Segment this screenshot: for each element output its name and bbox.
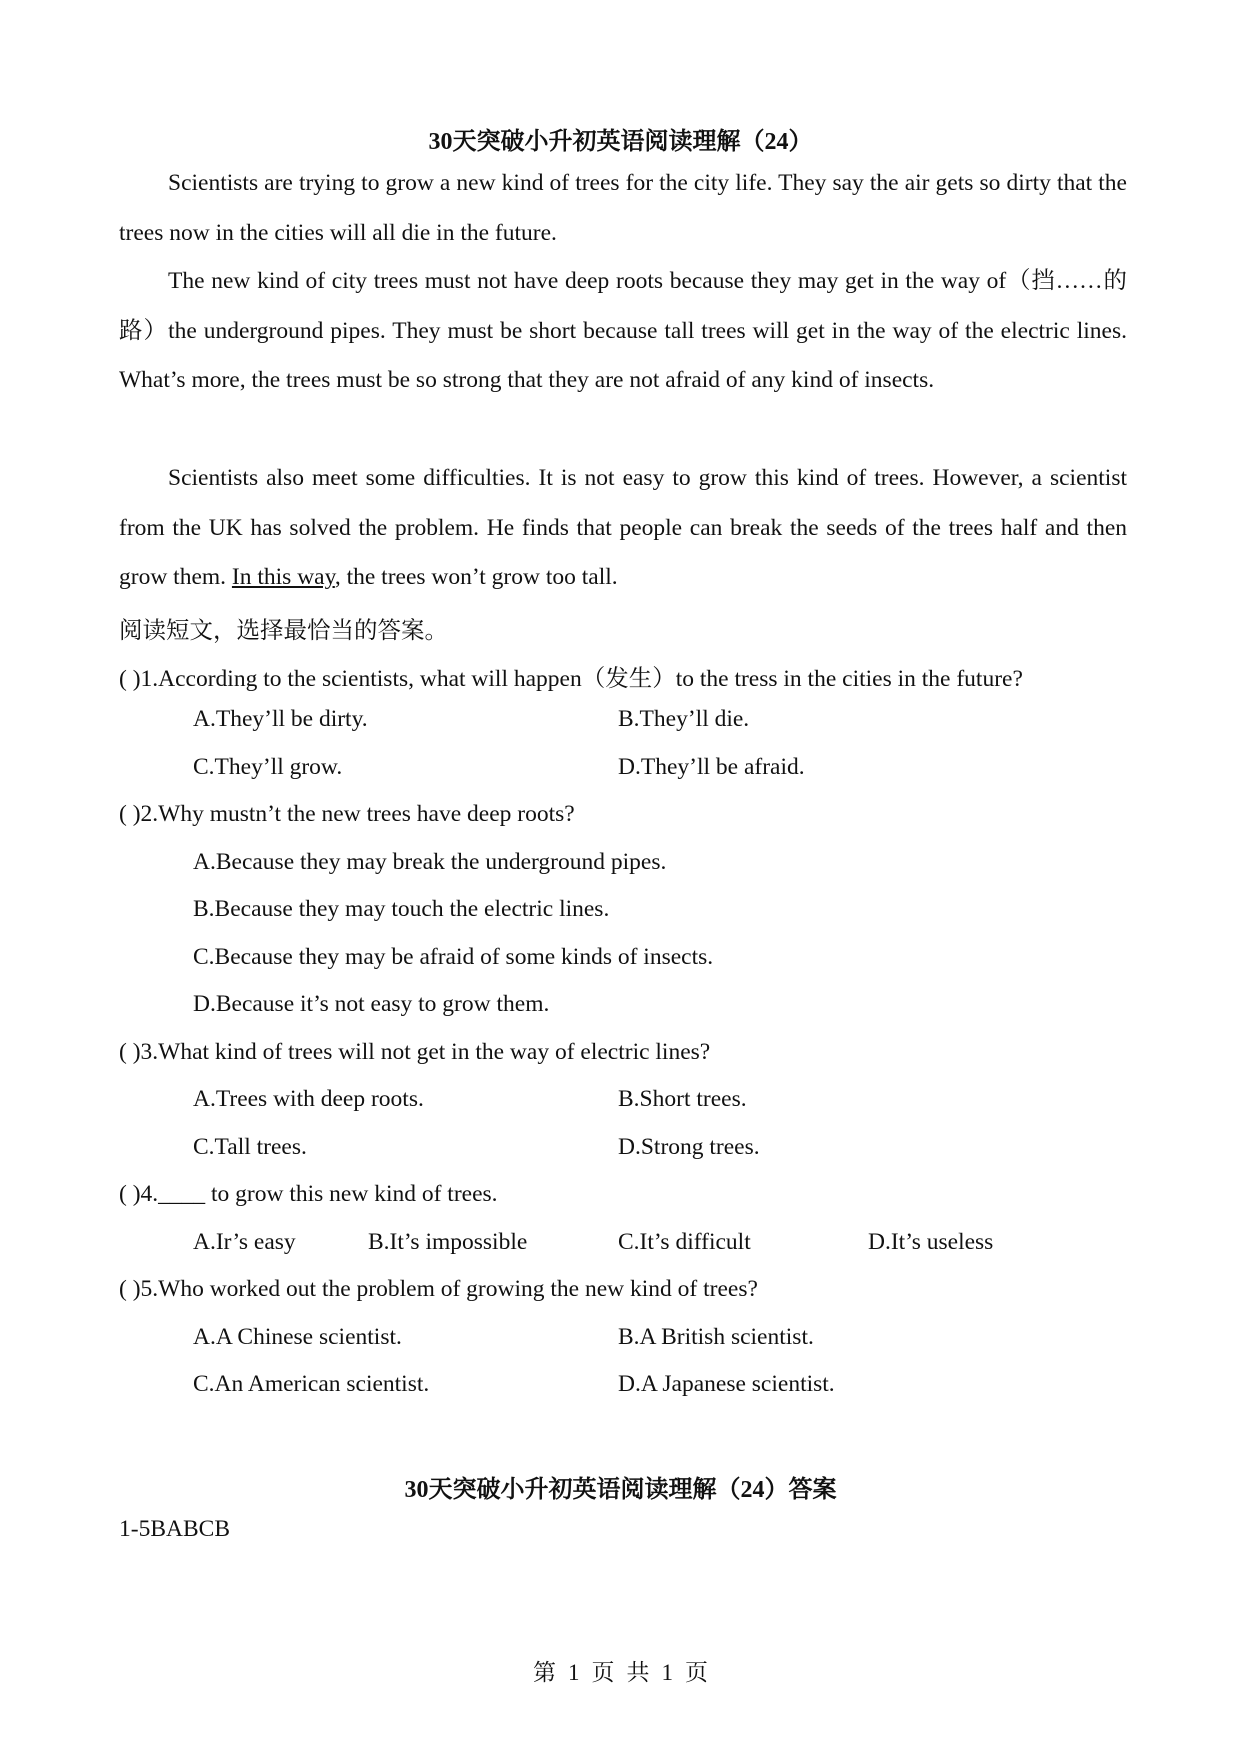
passage-text: , the trees won’t grow too tall. bbox=[334, 564, 618, 590]
question-2-option-c: C.Because they may be afraid of some kinds of insects. bbox=[193, 944, 714, 970]
answer-key: 1-5BABCB bbox=[119, 1516, 230, 1542]
question-3-option-a: A.Trees with deep roots. bbox=[193, 1086, 424, 1112]
footer-text: 第 bbox=[533, 1660, 556, 1685]
page-title: 30天突破小升初英语阅读理解（24） bbox=[428, 129, 813, 155]
question-4-option-c: C.It’s difficult bbox=[618, 1229, 751, 1255]
question-3-option-b: B.Short trees. bbox=[618, 1086, 747, 1112]
question-5-option-c: C.An American scientist. bbox=[193, 1371, 430, 1397]
passage-paragraph-1: Scientists are trying to grow a new kind of trees for the city life. They say the air gets so dirty that the trees now in the cities will all die in the future. bbox=[119, 170, 1127, 246]
footer-text: 共 bbox=[626, 1660, 650, 1685]
question-1-option-d: D.They’ll be afraid. bbox=[618, 754, 805, 780]
passage-paragraph-3 bbox=[119, 454, 1127, 603]
question-1-stem: ( )1.According to the scientists, what will happen（发生）to the tress in the cities in the future? bbox=[119, 666, 1023, 692]
question-1-option-a: A.They’ll be dirty. bbox=[193, 706, 368, 732]
instruction: 阅读短文，选择最恰当的答案。 bbox=[119, 618, 448, 644]
underlined-phrase: In this way bbox=[231, 564, 335, 590]
passage-paragraph-2: The new kind of city trees must not have deep roots because they may get in the way of（挡……的路）the underground pipes. They must be short because tall trees will get in the way of the electric lines. What’s more, the trees must be so strong that they are not afraid of any kind of insects. bbox=[119, 268, 1127, 393]
footer-text: 页 bbox=[591, 1660, 615, 1685]
answer-title: 30天突破小升初英语阅读理解（24）答案 bbox=[404, 1477, 837, 1503]
passage-text: Scientists also meet some difficulties. It is not easy to grow this kind of trees. However, a scientist from the UK has solved the problem. He finds that people can break the seeds of the trees half and then grow them. bbox=[119, 465, 1127, 590]
question-3-stem: ( )3.What kind of trees will not get in the way of electric lines? bbox=[119, 1039, 711, 1065]
question-4-option-d: D.It’s useless bbox=[868, 1229, 994, 1255]
footer-text: 页 bbox=[685, 1660, 708, 1685]
question-3-option-d: D.Strong trees. bbox=[618, 1134, 760, 1160]
page-number: 1 bbox=[568, 1660, 580, 1685]
question-1-option-b: B.They’ll die. bbox=[618, 706, 750, 732]
question-2-option-d: D.Because it’s not easy to grow them. bbox=[193, 991, 550, 1017]
question-3-option-c: C.Tall trees. bbox=[193, 1134, 307, 1160]
question-5-stem: ( )5.Who worked out the problem of growing the new kind of trees? bbox=[119, 1276, 758, 1302]
question-4-option-a: A.Ir’s easy bbox=[193, 1229, 296, 1255]
question-2-stem: ( )2.Why mustn’t the new trees have deep roots? bbox=[119, 801, 575, 827]
question-2-option-b: B.Because they may touch the electric lines. bbox=[193, 896, 610, 922]
page-total: 1 bbox=[661, 1660, 673, 1685]
question-2-option-a: A.Because they may break the underground pipes. bbox=[193, 849, 667, 875]
page-footer bbox=[0, 1654, 1241, 1687]
question-4-stem: ( )4.____ to grow this new kind of trees. bbox=[119, 1181, 498, 1207]
question-5-option-a: A.A Chinese scientist. bbox=[193, 1324, 402, 1350]
question-5-option-d: D.A Japanese scientist. bbox=[618, 1371, 835, 1397]
question-4-option-b: B.It’s impossible bbox=[368, 1229, 528, 1255]
question-1-option-c: C.They’ll grow. bbox=[193, 754, 343, 780]
question-5-option-b: B.A British scientist. bbox=[618, 1324, 814, 1350]
